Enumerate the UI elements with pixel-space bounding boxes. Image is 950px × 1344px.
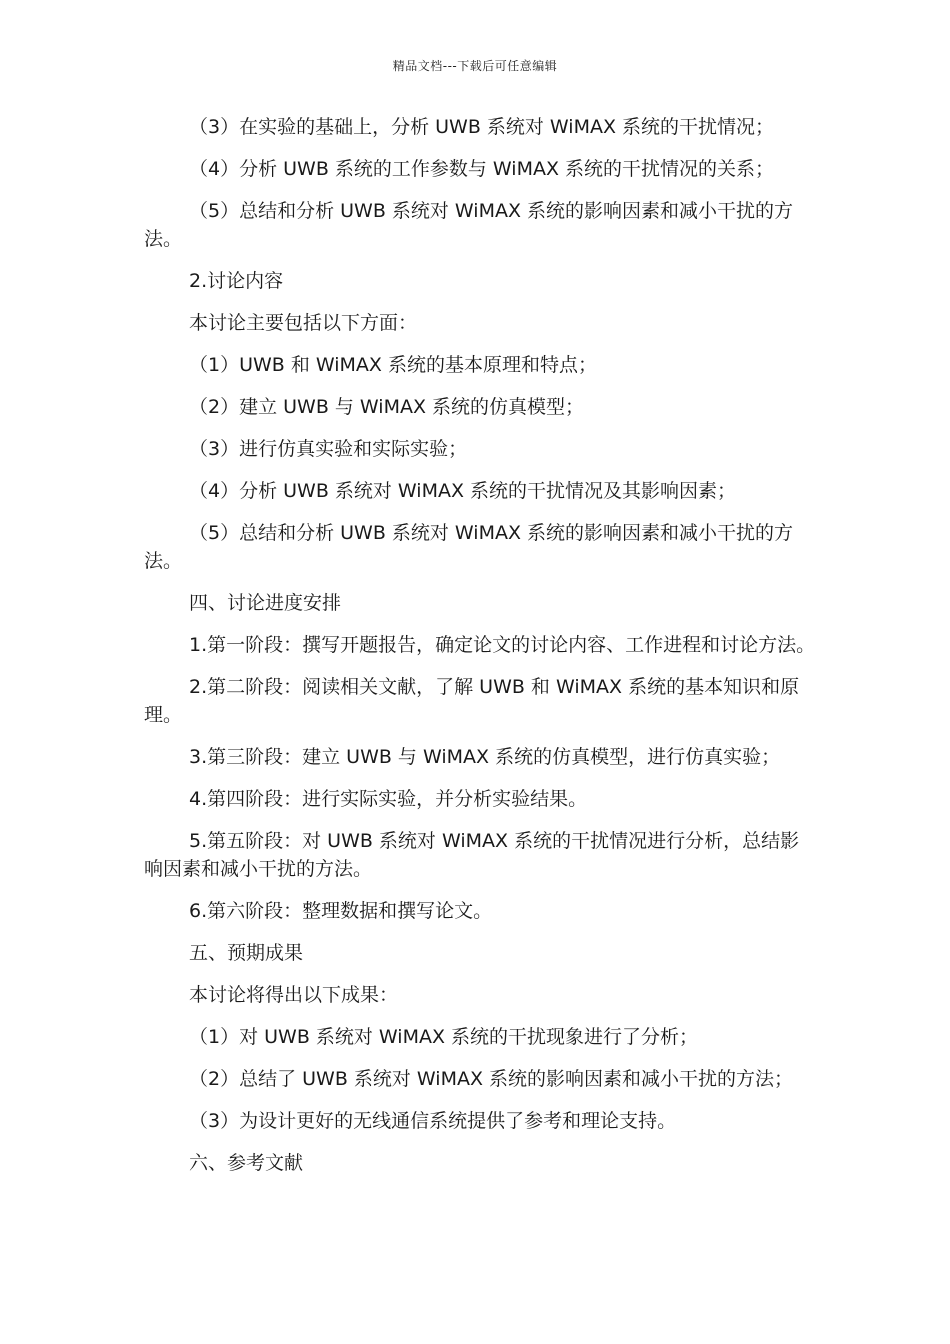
paragraph-item: 6.第六阶段：整理数据和撰写论文。 — [189, 900, 493, 922]
paragraph-item: 1.第一阶段：撰写开题报告，确定论文的讨论内容、工作进程和讨论方法。 — [189, 634, 816, 656]
paragraph-item: （2）总结了 UWB 系统对 WiMAX 系统的影响因素和减小干扰的方法； — [189, 1068, 794, 1090]
section-heading: 五、预期成果 — [189, 942, 304, 964]
paragraph-item: （3）在实验的基础上，分析 UWB 系统对 WiMAX 系统的干扰情况； — [189, 116, 775, 138]
paragraph-item: （3）进行仿真实验和实际实验； — [189, 438, 468, 460]
paragraph-item: （5）总结和分析 UWB 系统对 WiMAX 系统的影响因素和减小干扰的方法。 — [144, 200, 794, 250]
paragraph-item: （4）分析 UWB 系统对 WiMAX 系统的干扰情况及其影响因素； — [189, 480, 737, 502]
paragraph-item: 本讨论主要包括以下方面： — [189, 312, 418, 334]
paragraph-item: 2.第二阶段：阅读相关文献，了解 UWB 和 WiMAX 系统的基本知识和原理。 — [144, 676, 800, 726]
section-heading: 六、参考文献 — [189, 1152, 304, 1174]
paragraph-item: 3.第三阶段：建立 UWB 与 WiMAX 系统的仿真模型，进行仿真实验； — [189, 746, 781, 768]
paragraph-item: （2）建立 UWB 与 WiMAX 系统的仿真模型； — [189, 396, 585, 418]
paragraph-item: （1）UWB 和 WiMAX 系统的基本原理和特点； — [189, 354, 597, 376]
section-heading: 四、讨论进度安排 — [189, 592, 342, 614]
paragraph-item: 5.第五阶段：对 UWB 系统对 WiMAX 系统的干扰情况进行分析，总结影响因素和减小干扰的方法。 — [144, 830, 800, 880]
paragraph-item: （1）对 UWB 系统对 WiMAX 系统的干扰现象进行了分析； — [189, 1026, 699, 1048]
paragraph-item: 本讨论将得出以下成果： — [189, 984, 399, 1006]
paragraph-item: （3）为设计更好的无线通信系统提供了参考和理论支持。 — [189, 1110, 677, 1132]
paragraph-item: （4）分析 UWB 系统的工作参数与 WiMAX 系统的干扰情况的关系； — [189, 158, 775, 180]
page-header: 精品文档---下载后可任意编辑 — [392, 59, 558, 73]
document-body — [144, 113, 816, 1191]
paragraph-item: （5）总结和分析 UWB 系统对 WiMAX 系统的影响因素和减小干扰的方法。 — [144, 522, 794, 572]
paragraph-item: 4.第四阶段：进行实际实验，并分析实验结果。 — [189, 788, 588, 810]
section-heading: 2.讨论内容 — [189, 270, 284, 292]
